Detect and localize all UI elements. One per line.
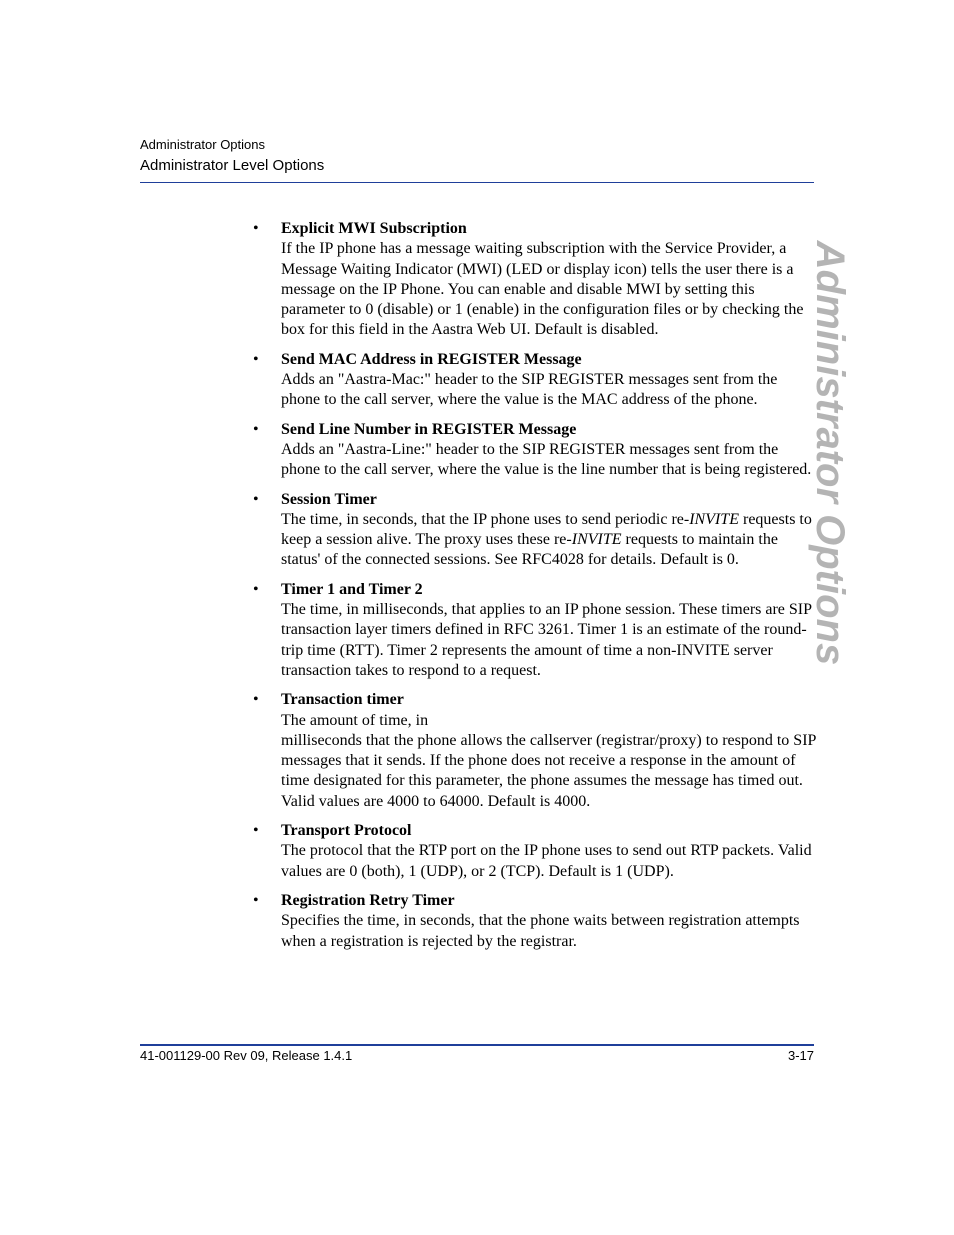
bullet: •	[253, 220, 259, 237]
body-italic-term: INVITE	[689, 510, 739, 528]
item-body: The time, in milliseconds, that applies to an IP phone session. These timers are SIP transaction layer timers defined in RFC 3261. Timer 1 is an estimate of the round-trip time (RTT). Timer 2 represents the amount of time a non-INVITE server transaction takes to respond to a request.	[281, 601, 812, 679]
side-chapter-title: Administrator Options	[808, 240, 852, 665]
item-body: Adds an "Aastra-Line:" header to the SIP REGISTER messages sent from the phone to the call server, where the value is the line number that is being registered.	[281, 440, 812, 479]
bullet: •	[253, 580, 259, 598]
running-header-section: Administrator Level Options	[140, 157, 325, 174]
item-title: Send MAC Address in REGISTER Message	[281, 350, 582, 368]
item-title: Session Timer	[281, 490, 377, 508]
body-text: requests to keep a session alive. The proxy uses these re-	[281, 510, 812, 549]
item-body: Specifies the time, in seconds, that the phone waits between registration attempts when a registration is rejected by the registrar.	[281, 912, 800, 950]
item-title: Timer 1 and Timer 2	[281, 580, 423, 598]
list-item-transport-protocol	[250, 821, 816, 882]
item-title: Send Line Number in REGISTER Message	[281, 420, 577, 438]
list-item-explicit-mwi	[250, 219, 816, 341]
list-item-session-timer	[250, 490, 816, 571]
list-item-send-line-number	[250, 420, 816, 481]
bullet: •	[253, 420, 259, 438]
item-body: If the IP phone has a message waiting subscription with the Service Provider, a Message Waiting Indicator (MWI) (LED or display icon) tells the user there is a message on the IP Phone. You can enable and disable MWI by setting this parameter to 0 (disable) or 1 (enable) in the configuration files or by checking the box for this field in the Aastra Web UI. Default is disabled.	[281, 240, 804, 339]
bullet: •	[253, 891, 259, 909]
list-item-send-mac	[250, 350, 816, 411]
body-italic-term: INVITE	[571, 531, 622, 549]
item-body: milliseconds that the phone allows the callserver (registrar/proxy) to respond to SIP messages that it sends. If the phone does not receive a response in the amount of time designated for this parameter, the phone assumes the message has timed out. Valid values are 4000 to 64000. Default is 4000.	[281, 731, 816, 810]
bullet: •	[253, 490, 259, 508]
page-number: 3-17	[787, 1048, 814, 1063]
item-body: The protocol that the RTP port on the IP phone uses to send out RTP packets. Valid values are 0 (both), 1 (UDP), or 2 (TCP). Default is 1 (UDP).	[281, 842, 812, 880]
item-body-line1: The amount of time, in	[281, 711, 429, 729]
option-list	[250, 219, 816, 961]
bullet: •	[253, 822, 259, 840]
item-title: Explicit MWI Subscription	[281, 220, 467, 237]
list-item-registration-retry	[250, 891, 816, 952]
item-body: Adds an "Aastra-Mac:" header to the SIP REGISTER messages sent from the phone to the call server, where the value is the MAC address of the phone.	[281, 371, 778, 409]
body-text: The time, in seconds, that the IP phone uses to send periodic re-	[281, 510, 690, 528]
item-body	[281, 510, 816, 571]
item-title: Transaction timer	[281, 691, 404, 709]
list-item-transaction-timer	[250, 690, 816, 812]
running-header-chapter: Administrator Options	[140, 137, 265, 152]
list-item-timer-1-2	[250, 580, 816, 681]
item-title: Registration Retry Timer	[281, 891, 455, 909]
body-text: requests to maintain the status' of the connected sessions. See RFC4028 for details. Default is 0.	[281, 531, 778, 569]
bullet: •	[253, 350, 259, 368]
header-rule	[140, 182, 814, 183]
footer-rule	[140, 1044, 814, 1046]
footer-doc-id: 41-001129-00 Rev 09, Release 1.4.1	[140, 1048, 353, 1063]
bullet: •	[253, 691, 259, 709]
item-title: Transport Protocol	[281, 822, 412, 840]
